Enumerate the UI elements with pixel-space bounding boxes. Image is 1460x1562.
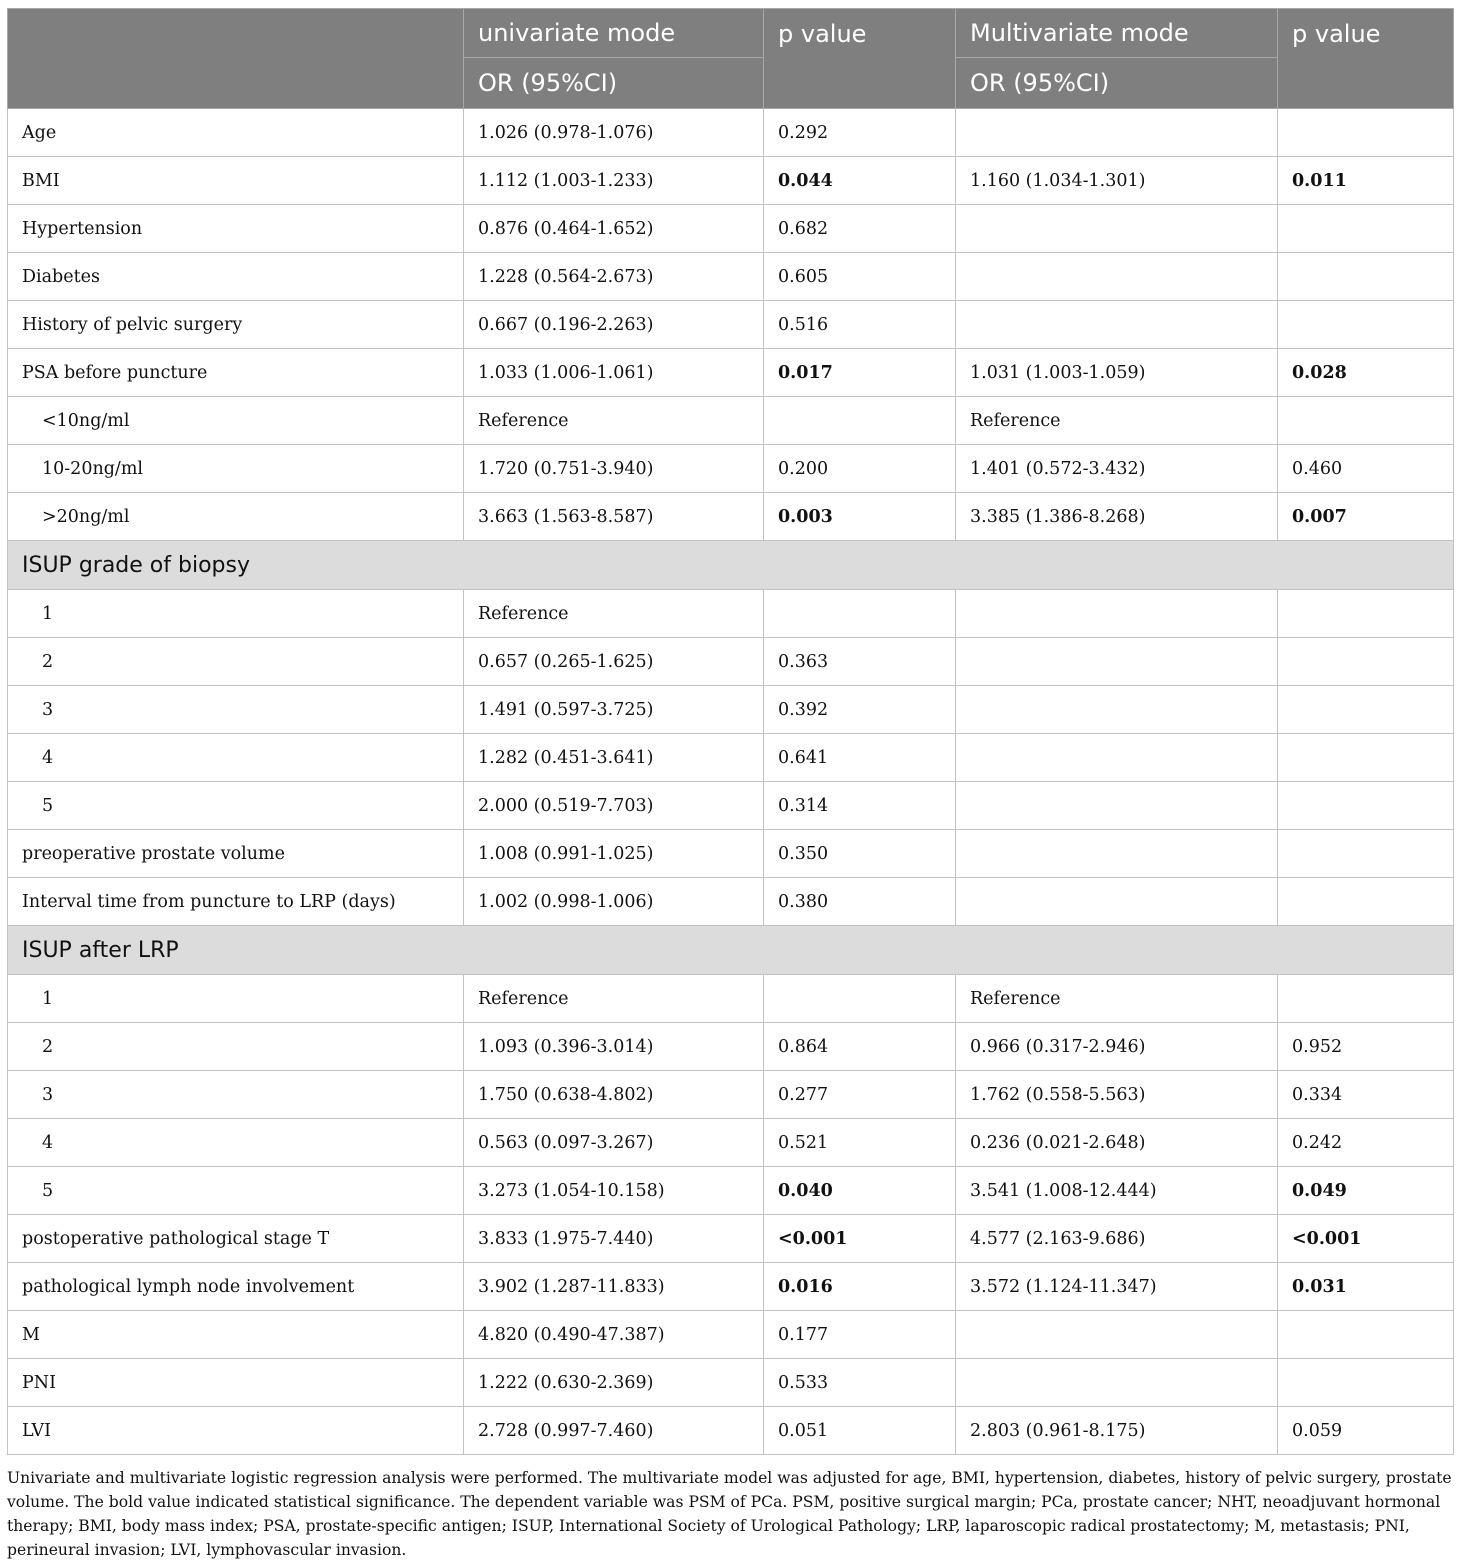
univariate-pvalue-cell: <0.001: [764, 1215, 956, 1263]
univariate-pvalue-cell: 0.516: [764, 301, 956, 349]
univariate-pvalue-cell: [764, 397, 956, 445]
multivariate-pvalue-cell: 0.460: [1278, 445, 1454, 493]
multivariate-or-cell: 3.541 (1.008-12.444): [956, 1167, 1278, 1215]
multivariate-or-cell: 1.401 (0.572-3.432): [956, 445, 1278, 493]
multivariate-pvalue-cell: 0.049: [1278, 1167, 1454, 1215]
univariate-or-cell: 1.282 (0.451-3.641): [464, 734, 764, 782]
multivariate-or-cell: [956, 878, 1278, 926]
univariate-pvalue-cell: 0.051: [764, 1407, 956, 1455]
univariate-pvalue-cell: 0.380: [764, 878, 956, 926]
variable-cell: 1: [8, 975, 464, 1023]
table-row: [8, 1263, 1454, 1311]
variable-cell: PNI: [8, 1359, 464, 1407]
table-row: [8, 253, 1454, 301]
multivariate-or-cell: [956, 590, 1278, 638]
table-footnote: Univariate and multivariate logistic regression analysis were performed. The multivariate model was adjusted for age, BMI, hypertension, diabetes, history of pelvic surgery, prostate volume. The bold value indicated statistical significance. The dependent variable was PSM of PCa. PSM, positive surgical margin; PCa, prostate cancer; NHT, neoadjuvant hormonal therapy; BMI, body mass index; PSA, prostate-specific antigen; ISUP, International Society of Urological Pathology; LRP, laparoscopic radical prostatectomy; M, metastasis; PNI, perineural invasion; LVI, lymphovascular invasion.: [7, 1469, 1452, 1559]
table-row: [8, 686, 1454, 734]
header-or-univariate: OR (95%CI): [464, 58, 764, 109]
table-row: [8, 445, 1454, 493]
variable-cell: <10ng/ml: [8, 397, 464, 445]
header-variable: [8, 9, 464, 109]
variable-cell: 3: [8, 686, 464, 734]
multivariate-pvalue-cell: [1278, 830, 1454, 878]
multivariate-pvalue-cell: [1278, 1359, 1454, 1407]
table-row: [8, 205, 1454, 253]
variable-cell: >20ng/ml: [8, 493, 464, 541]
multivariate-pvalue-cell: 0.007: [1278, 493, 1454, 541]
variable-cell: LVI: [8, 1407, 464, 1455]
table-row: [8, 1215, 1454, 1263]
multivariate-or-cell: Reference: [956, 975, 1278, 1023]
univariate-pvalue-cell: 0.016: [764, 1263, 956, 1311]
header-multivariate: Multivariate mode: [956, 9, 1278, 58]
table-row: [8, 782, 1454, 830]
univariate-or-cell: 1.750 (0.638-4.802): [464, 1071, 764, 1119]
variable-cell: Hypertension: [8, 205, 464, 253]
table-row: [8, 301, 1454, 349]
table-row: [8, 1119, 1454, 1167]
multivariate-or-cell: 3.385 (1.386-8.268): [956, 493, 1278, 541]
header-or-multivariate: OR (95%CI): [956, 58, 1278, 109]
multivariate-or-cell: [956, 782, 1278, 830]
univariate-pvalue-cell: 0.177: [764, 1311, 956, 1359]
multivariate-pvalue-cell: [1278, 1311, 1454, 1359]
variable-cell: preoperative prostate volume: [8, 830, 464, 878]
univariate-or-cell: Reference: [464, 590, 764, 638]
multivariate-pvalue-cell: [1278, 397, 1454, 445]
multivariate-or-cell: 0.966 (0.317-2.946): [956, 1023, 1278, 1071]
multivariate-or-cell: [956, 734, 1278, 782]
univariate-or-cell: 0.563 (0.097-3.267): [464, 1119, 764, 1167]
table-row: [8, 1167, 1454, 1215]
multivariate-pvalue-cell: 0.031: [1278, 1263, 1454, 1311]
variable-cell: 10-20ng/ml: [8, 445, 464, 493]
variable-cell: Diabetes: [8, 253, 464, 301]
multivariate-pvalue-cell: [1278, 590, 1454, 638]
univariate-pvalue-cell: 0.350: [764, 830, 956, 878]
header-univariate: univariate mode: [464, 9, 764, 58]
univariate-or-cell: 1.491 (0.597-3.725): [464, 686, 764, 734]
variable-cell: BMI: [8, 157, 464, 205]
multivariate-or-cell: 1.762 (0.558-5.563): [956, 1071, 1278, 1119]
variable-cell: Age: [8, 109, 464, 157]
multivariate-pvalue-cell: [1278, 975, 1454, 1023]
univariate-pvalue-cell: 0.641: [764, 734, 956, 782]
univariate-pvalue-cell: [764, 590, 956, 638]
univariate-or-cell: Reference: [464, 975, 764, 1023]
univariate-or-cell: 3.273 (1.054-10.158): [464, 1167, 764, 1215]
multivariate-pvalue-cell: 0.059: [1278, 1407, 1454, 1455]
variable-cell: 2: [8, 1023, 464, 1071]
multivariate-or-cell: [956, 1359, 1278, 1407]
multivariate-pvalue-cell: [1278, 109, 1454, 157]
variable-cell: 2: [8, 638, 464, 686]
multivariate-pvalue-cell: [1278, 638, 1454, 686]
variable-cell: 3: [8, 1071, 464, 1119]
table-row: [8, 1071, 1454, 1119]
univariate-or-cell: 1.720 (0.751-3.940): [464, 445, 764, 493]
multivariate-pvalue-cell: [1278, 782, 1454, 830]
univariate-pvalue-cell: 0.521: [764, 1119, 956, 1167]
univariate-or-cell: 1.112 (1.003-1.233): [464, 157, 764, 205]
multivariate-or-cell: 2.803 (0.961-8.175): [956, 1407, 1278, 1455]
table-body: [8, 109, 1454, 1455]
univariate-or-cell: 2.000 (0.519-7.703): [464, 782, 764, 830]
univariate-pvalue-cell: 0.363: [764, 638, 956, 686]
table-row: [8, 734, 1454, 782]
variable-cell: PSA before puncture: [8, 349, 464, 397]
univariate-pvalue-cell: 0.200: [764, 445, 956, 493]
univariate-or-cell: 3.902 (1.287-11.833): [464, 1263, 764, 1311]
multivariate-or-cell: 1.031 (1.003-1.059): [956, 349, 1278, 397]
table-row: [8, 975, 1454, 1023]
table-row: [8, 878, 1454, 926]
variable-cell: 5: [8, 1167, 464, 1215]
multivariate-or-cell: 3.572 (1.124-11.347): [956, 1263, 1278, 1311]
univariate-pvalue-cell: 0.003: [764, 493, 956, 541]
variable-cell: pathological lymph node involvement: [8, 1263, 464, 1311]
univariate-pvalue-cell: 0.017: [764, 349, 956, 397]
univariate-pvalue-cell: 0.864: [764, 1023, 956, 1071]
multivariate-or-cell: [956, 253, 1278, 301]
multivariate-or-cell: 4.577 (2.163-9.686): [956, 1215, 1278, 1263]
multivariate-pvalue-cell: 0.334: [1278, 1071, 1454, 1119]
multivariate-pvalue-cell: <0.001: [1278, 1215, 1454, 1263]
table-row: [8, 109, 1454, 157]
variable-cell: 4: [8, 734, 464, 782]
multivariate-or-cell: 1.160 (1.034-1.301): [956, 157, 1278, 205]
univariate-or-cell: 1.093 (0.396-3.014): [464, 1023, 764, 1071]
multivariate-pvalue-cell: [1278, 878, 1454, 926]
univariate-pvalue-cell: 0.314: [764, 782, 956, 830]
table-row: [8, 1023, 1454, 1071]
regression-table-container: [7, 8, 1453, 1455]
variable-cell: postoperative pathological stage T: [8, 1215, 464, 1263]
univariate-pvalue-cell: 0.277: [764, 1071, 956, 1119]
univariate-or-cell: 1.228 (0.564-2.673): [464, 253, 764, 301]
section-header-label: ISUP after LRP: [8, 926, 1454, 975]
table-row: [8, 590, 1454, 638]
table-row: [8, 349, 1454, 397]
univariate-or-cell: 3.833 (1.975-7.440): [464, 1215, 764, 1263]
header-pvalue-univariate: p value: [764, 9, 956, 109]
univariate-pvalue-cell: 0.292: [764, 109, 956, 157]
multivariate-or-cell: Reference: [956, 397, 1278, 445]
univariate-or-cell: 1.222 (0.630-2.369): [464, 1359, 764, 1407]
univariate-or-cell: 0.876 (0.464-1.652): [464, 205, 764, 253]
table-row: [8, 830, 1454, 878]
multivariate-pvalue-cell: [1278, 686, 1454, 734]
table-row: [8, 493, 1454, 541]
multivariate-pvalue-cell: [1278, 734, 1454, 782]
univariate-or-cell: 1.033 (1.006-1.061): [464, 349, 764, 397]
univariate-or-cell: 1.002 (0.998-1.006): [464, 878, 764, 926]
multivariate-or-cell: [956, 638, 1278, 686]
section-header-row: [8, 541, 1454, 590]
header-pvalue-multivariate: p value: [1278, 9, 1454, 109]
univariate-or-cell: 0.657 (0.265-1.625): [464, 638, 764, 686]
multivariate-or-cell: [956, 686, 1278, 734]
table-row: [8, 1407, 1454, 1455]
table-row: [8, 1311, 1454, 1359]
table-header: [8, 9, 1454, 109]
univariate-pvalue-cell: 0.040: [764, 1167, 956, 1215]
univariate-pvalue-cell: 0.392: [764, 686, 956, 734]
univariate-or-cell: 1.026 (0.978-1.076): [464, 109, 764, 157]
multivariate-or-cell: [956, 205, 1278, 253]
multivariate-or-cell: [956, 830, 1278, 878]
univariate-pvalue-cell: 0.605: [764, 253, 956, 301]
univariate-or-cell: 4.820 (0.490-47.387): [464, 1311, 764, 1359]
table-row: [8, 1359, 1454, 1407]
univariate-or-cell: 0.667 (0.196-2.263): [464, 301, 764, 349]
multivariate-pvalue-cell: [1278, 253, 1454, 301]
multivariate-pvalue-cell: [1278, 301, 1454, 349]
section-header-row: [8, 926, 1454, 975]
univariate-pvalue-cell: 0.044: [764, 157, 956, 205]
multivariate-or-cell: [956, 301, 1278, 349]
regression-table: [7, 8, 1454, 1455]
univariate-pvalue-cell: 0.533: [764, 1359, 956, 1407]
multivariate-pvalue-cell: 0.952: [1278, 1023, 1454, 1071]
variable-cell: M: [8, 1311, 464, 1359]
table-row: [8, 397, 1454, 445]
multivariate-pvalue-cell: [1278, 205, 1454, 253]
multivariate-pvalue-cell: 0.242: [1278, 1119, 1454, 1167]
univariate-or-cell: 3.663 (1.563-8.587): [464, 493, 764, 541]
section-header-label: ISUP grade of biopsy: [8, 541, 1454, 590]
multivariate-or-cell: [956, 1311, 1278, 1359]
multivariate-pvalue-cell: 0.028: [1278, 349, 1454, 397]
multivariate-or-cell: [956, 109, 1278, 157]
univariate-pvalue-cell: 0.682: [764, 205, 956, 253]
univariate-or-cell: Reference: [464, 397, 764, 445]
multivariate-or-cell: 0.236 (0.021-2.648): [956, 1119, 1278, 1167]
variable-cell: 4: [8, 1119, 464, 1167]
univariate-pvalue-cell: [764, 975, 956, 1023]
table-row: [8, 157, 1454, 205]
table-row: [8, 638, 1454, 686]
univariate-or-cell: 1.008 (0.991-1.025): [464, 830, 764, 878]
univariate-or-cell: 2.728 (0.997-7.460): [464, 1407, 764, 1455]
variable-cell: 1: [8, 590, 464, 638]
variable-cell: 5: [8, 782, 464, 830]
variable-cell: History of pelvic surgery: [8, 301, 464, 349]
variable-cell: Interval time from puncture to LRP (days): [8, 878, 464, 926]
multivariate-pvalue-cell: 0.011: [1278, 157, 1454, 205]
